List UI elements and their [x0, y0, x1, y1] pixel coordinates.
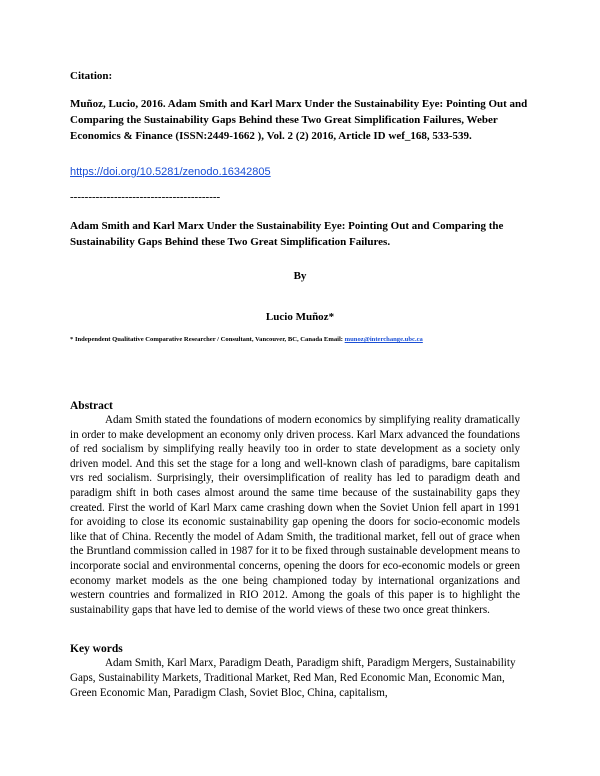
- affiliation-text: * Independent Qualitative Comparative Researcher / Consultant, Vancouver, BC, Canada Email:: [70, 336, 343, 343]
- keywords-body: [70, 656, 530, 701]
- author-email-link[interactable]: munoz@interchange.ubc.ca: [344, 336, 423, 343]
- abstract-heading: Abstract: [70, 400, 113, 412]
- author-name: Lucio Muñoz*: [265, 311, 335, 323]
- citation-text: Muñoz, Lucio, 2016. Adam Smith and Karl Marx Under the Sustainability Eye: Pointing Out and Comparing the Sustainability Gaps Behind these Two Great Simplification Failures, Weber Economics & Finance (ISSN:2449-1662 ), Vol. 2 (2) 2016, Article ID wef_168, 533-539.: [70, 98, 528, 142]
- byline-by: By: [293, 270, 307, 282]
- abstract-text: Adam Smith stated the foundations of modern economics by simplifying reality dramatically in order to make development an economy only driven process. Karl Marx advanced the foundations of red socialism by simplifying really heavily too in order to state development as a society only driven model. And this set the stage for a long and well-known clash of paradigms, bare capitalism vrs red socialism. Surprisingly, their oversimplification of reality has led to paradigm death and paradigm shift in both cases almost around the same time because of the sustainability gaps they created. First the world of Karl Marx came crashing down when the Soviet Union fell apart in 1991 for avoiding to close its economic sustainability gap opening the doors for socio-economic models like that of China. Recently the model of Adam Smith, the traditional market, fell out of grace when the Bruntland commission called in 1987 for it to be fixed through sustainable development means to incorporate social and environmental concerns, opening the doors for eco-economic models or green economy market models as the one being championed today by international organizations and western countries and formalized in RIO 2012. Among the goals of this paper is to highlight the sustainability gaps that have led to demise of the world views of these two once great thinkers.: [70, 414, 520, 616]
- citation-label: Citation:: [70, 70, 113, 82]
- abstract-body: [70, 413, 520, 617]
- author-affiliation: [70, 336, 540, 343]
- separator-line: -----------------------------------------: [70, 191, 221, 203]
- keywords-text: Adam Smith, Karl Marx, Paradigm Death, Paradigm shift, Paradigm Mergers, Sustainability Gaps, Sustainability Markets, Traditional Market, Red Man, Red Economic Man, Economic Man, Green Economic Man, Paradigm Clash, Soviet Bloc, China, capitalism,: [70, 657, 516, 699]
- doi-link[interactable]: https://doi.org/10.5281/zenodo.16342805: [70, 166, 271, 178]
- keywords-heading: Key words: [70, 643, 123, 655]
- paper-title: Adam Smith and Karl Marx Under the Sustainability Eye: Pointing Out and Comparing the Sustainability Gaps Behind these Two Great Simplification Failures.: [70, 220, 504, 248]
